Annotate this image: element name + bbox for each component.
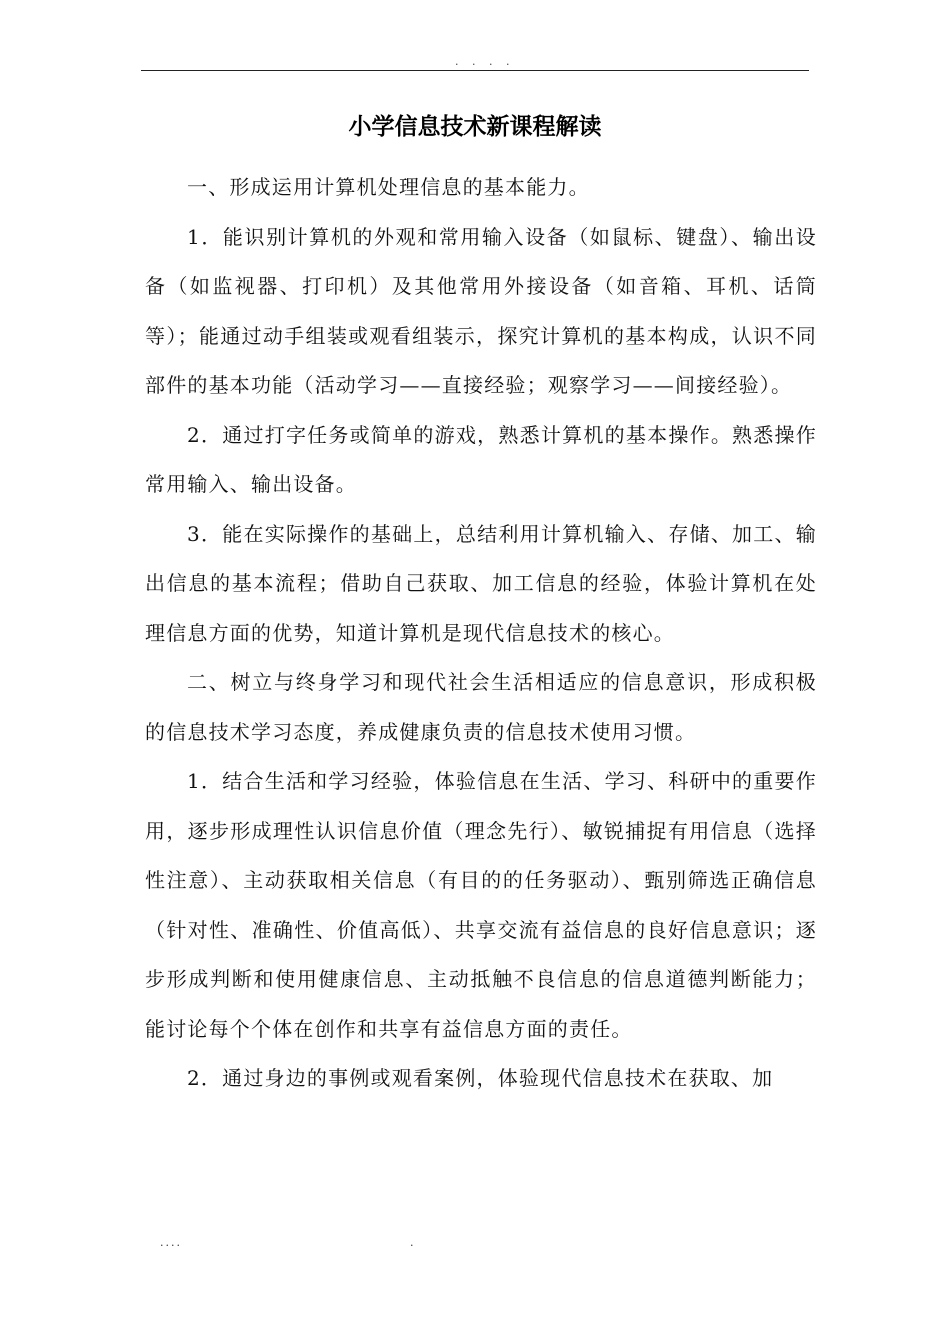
section-heading-1: 一、形成运用计算机处理信息的基本能力。 [187,175,590,199]
footer-dot-center: . [410,1236,414,1249]
paragraph-2-1: 1．结合生活和学习经验，体验信息在生活、学习、科研中的重要作用，逐步形成理性认识信息价值（理念先行）、敏锐捕捉有用信息（选择性注意）、主动获取相关信息（有目的的任务驱动）、甄别筛选正确信息（针对性、准确性、价值高低）、共享交流有益信息的良好信息意识；逐步形成判断和使用健康信息、主动抵触不良信息的信息道德判断能力；能讨论每个个体在创作和共享有益信息方面的责任。 [145,769,817,1041]
paragraph-1-1: 1．能识别计算机的外观和常用输入设备（如鼠标、键盘）、输出设备（如监视器、打印机）及其他常用外接设备（如音箱、耳机、话筒等）；能通过动手组装或观看组装示，探究计算机的基本构成，认识不同部件的基本功能（活动学习——直接经验；观察学习——间接经验）。 [145,224,817,397]
document-body [145,163,817,1104]
header-rule [141,70,809,71]
paragraph-2-2: 2．通过身边的事例或观看案例，体验现代信息技术在获取、加 [187,1066,774,1090]
header-dots: . . . . [455,55,515,68]
paragraph-1-3: 3．能在实际操作的基础上，总结利用计算机输入、存储、加工、输出信息的基本流程；借助自己获取、加工信息的经验，体验计算机在处理信息方面的优势，知道计算机是现代信息技术的核心。 [145,521,817,645]
document-title: 小学信息技术新课程解读 [348,114,602,140]
section-heading-2: 二、树立与终身学习和现代社会生活相适应的信息意识，形成积极的信息技术学习态度，养成健康负责的信息技术使用习惯。 [145,670,817,744]
paragraph-1-2: 2．通过打字任务或简单的游戏，熟悉计算机的基本操作。熟悉操作常用输入、输出设备。 [145,422,817,496]
footer-dots-left: .... [160,1236,182,1249]
